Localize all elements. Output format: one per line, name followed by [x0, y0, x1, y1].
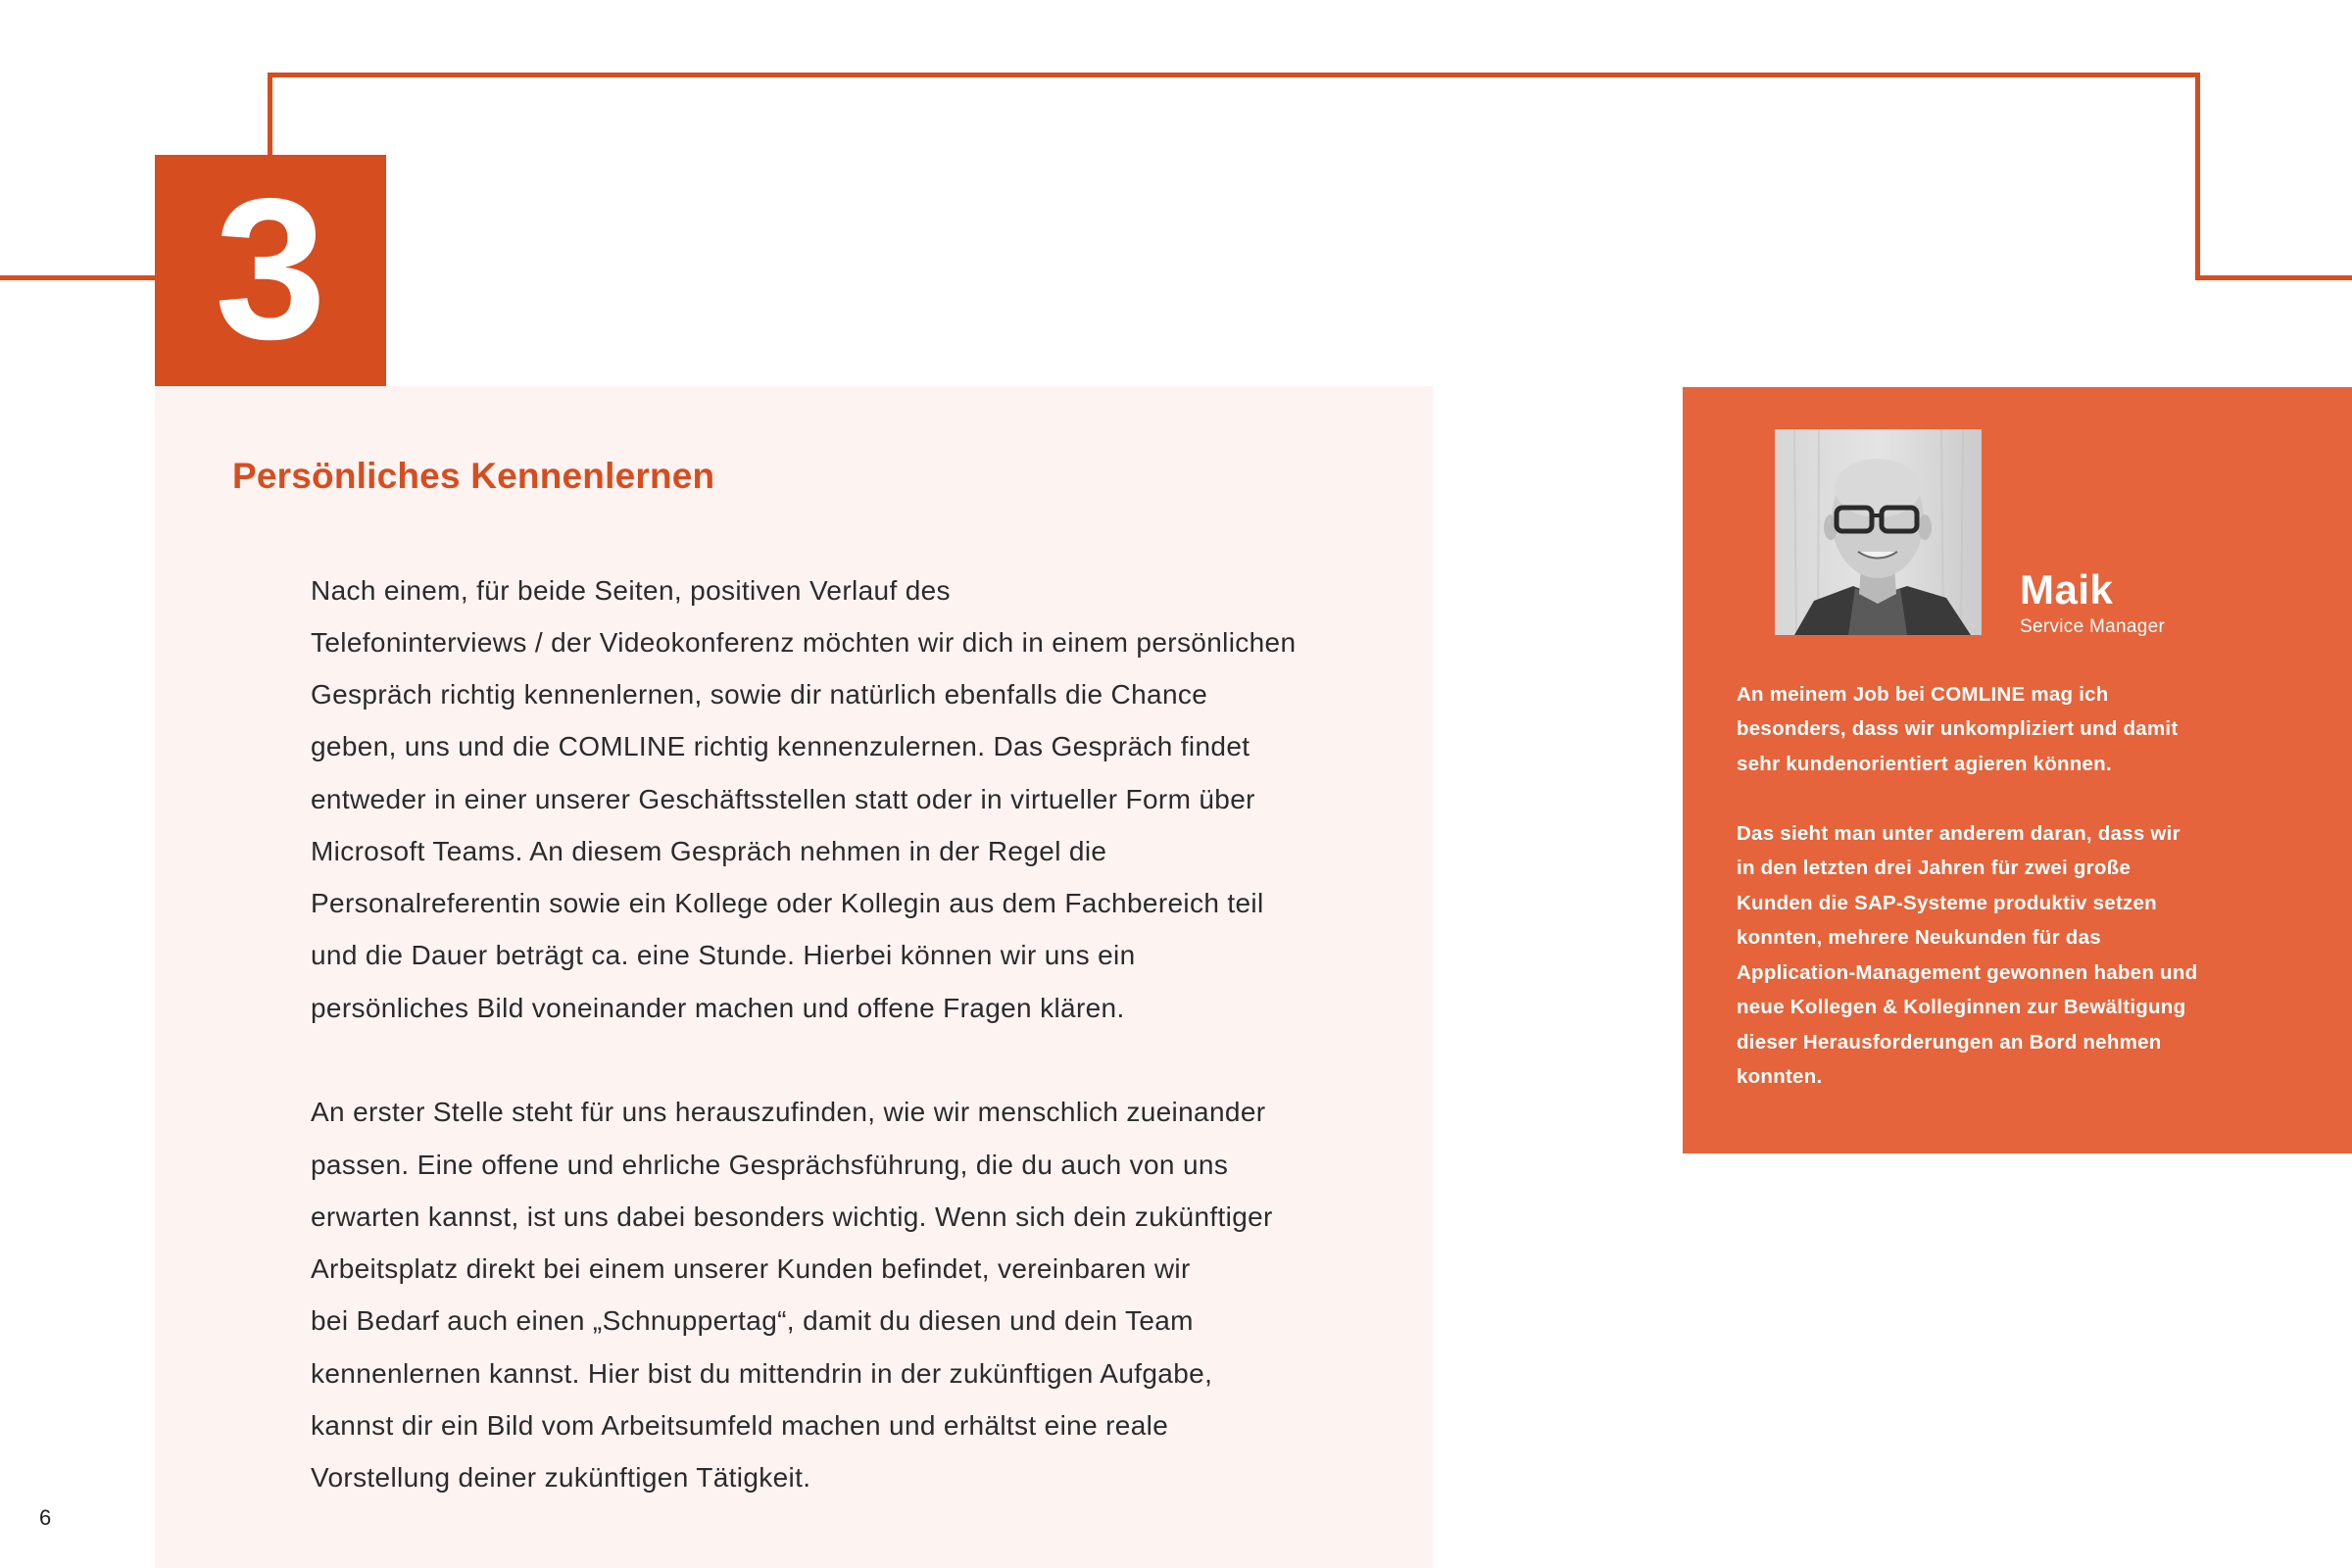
body-line: kannst dir ein Bild vom Arbeitsumfeld machen und erhältst eine reale: [311, 1410, 1169, 1441]
connector-line-up: [268, 73, 272, 157]
quote-line: Application-Management gewonnen haben und: [1737, 961, 2198, 984]
body-line: passen. Eine offene und ehrliche Gesprächsführung, die du auch von uns: [311, 1150, 1229, 1180]
person-portrait-icon: [1775, 429, 1982, 635]
quote-line: sehr kundenorientiert agieren können.: [1737, 753, 2112, 775]
employee-name: Maik: [2020, 566, 2114, 612]
body-line: Nach einem, für beide Seiten, positiven Verlauf des: [311, 575, 951, 606]
body-line: An erster Stelle steht für uns herauszufinden, wie wir menschlich zueinander: [311, 1097, 1266, 1127]
section-title: Persönliches Kennenlernen: [232, 456, 715, 496]
quote-line: dieser Herausforderungen an Bord nehmen: [1737, 1031, 2162, 1054]
quote-line: An meinem Job bei COMLINE mag ich: [1737, 683, 2109, 706]
body-line: Microsoft Teams. An diesem Gespräch nehmen in der Regel die: [311, 836, 1107, 866]
quote-line: Kunden die SAP-Systeme produktiv setzen: [1737, 892, 2157, 914]
body-line: entweder in einer unserer Geschäftsstellen statt oder in virtueller Form über: [311, 784, 1255, 814]
content-panel: [155, 386, 1433, 1568]
quote-line: neue Kollegen & Kolleginnen zur Bewältigung: [1737, 996, 2186, 1018]
section-number-badge: [155, 155, 386, 386]
quote-line: konnten.: [1737, 1065, 1823, 1088]
connector-line-left: [0, 275, 155, 280]
body-line: Vorstellung deiner zukünftigen Tätigkeit.: [311, 1462, 811, 1493]
page-number: 6: [39, 1505, 52, 1530]
body-line: und die Dauer beträgt ca. eine Stunde. Hierbei können wir uns ein: [311, 940, 1136, 970]
body-line: erwarten kannst, ist uns dabei besonders wichtig. Wenn sich dein zukünftiger: [311, 1201, 1273, 1232]
body-line: bei Bedarf auch einen „Schnuppertag“, damit du diesen und dein Team: [311, 1305, 1194, 1336]
body-line: geben, uns und die COMLINE richtig kennenzulernen. Das Gespräch findet: [311, 731, 1250, 761]
body-line: kennenlernen kannst. Hier bist du mittendrin in der zukünftigen Aufgabe,: [311, 1358, 1213, 1389]
quote-line: konnten, mehrere Neukunden für das: [1737, 926, 2101, 949]
body-line: Telefoninterviews / der Videokonferenz möchten wir dich in einem persönlichen: [311, 627, 1297, 658]
body-line: Gespräch richtig kennenlernen, sowie dir natürlich ebenfalls die Chance: [311, 679, 1208, 710]
quote-line: Das sieht man unter anderem daran, dass wir: [1737, 822, 2180, 845]
employee-role: Service Manager: [2020, 616, 2166, 637]
body-line: Personalreferentin sowie ein Kollege oder Kollegin aus dem Fachbereich teil: [311, 888, 1264, 918]
body-line: persönliches Bild voneinander machen und offene Fragen klären.: [311, 993, 1125, 1023]
section-number: 3: [214, 156, 326, 381]
connector-line-right: [2195, 275, 2352, 280]
connector-line-down: [2195, 73, 2200, 280]
quote-line: besonders, dass wir unkompliziert und damit: [1737, 717, 2179, 740]
body-line: Arbeitsplatz direkt bei einem unserer Kunden befindet, vereinbaren wir: [311, 1253, 1191, 1284]
connector-line-top: [268, 73, 2200, 77]
quote-line: in den letzten drei Jahren für zwei große: [1737, 857, 2132, 879]
portrait-photo: [1775, 429, 1982, 635]
